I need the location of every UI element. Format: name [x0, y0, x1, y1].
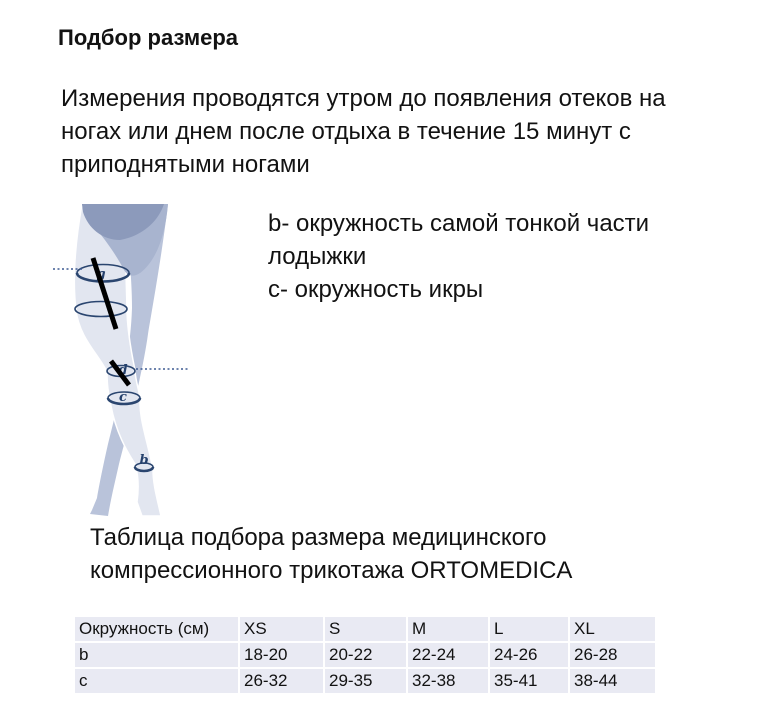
table-cell-b-xs: 18-20 — [240, 643, 323, 667]
size-table — [75, 617, 655, 693]
legs-measurement-illustration — [50, 198, 236, 516]
table-header-l: L — [490, 617, 568, 641]
page-title: Подбор размера — [58, 25, 239, 50]
ring-label-b: b — [139, 453, 149, 468]
measurement-note-b-cont: лодыжки — [268, 243, 367, 270]
table-header-s: S — [325, 617, 406, 641]
measurement-notes — [268, 207, 649, 306]
table-cell-c-xs: 26-32 — [240, 669, 323, 693]
table-row-label-b: b — [75, 643, 238, 667]
table-cell-c-m: 32-38 — [408, 669, 488, 693]
table-header-xl: XL — [570, 617, 655, 641]
table-caption — [90, 521, 572, 587]
ring-label-c: c — [119, 390, 127, 405]
intro-line: Измерения проводятся утром до появления отеков на — [61, 85, 666, 112]
table-cell-c-l: 35-41 — [490, 669, 568, 693]
table-row-label-c: c — [75, 669, 238, 693]
table-cell-c-xl: 38-44 — [570, 669, 655, 693]
table-header-m: M — [408, 617, 488, 641]
intro-paragraph — [61, 82, 666, 181]
intro-line: приподнятыми ногами — [61, 151, 310, 178]
measurement-note-b: b- окружность самой тонкой части — [268, 210, 650, 237]
table-caption-line: компрессионного трикотажа ORTOMEDICA — [90, 557, 573, 584]
table-cell-b-l: 24-26 — [490, 643, 568, 667]
table-cell-b-m: 22-24 — [408, 643, 488, 667]
table-caption-line: Таблица подбора размера медицинского — [90, 524, 547, 551]
measurement-note-c: c- окружность икры — [268, 276, 484, 303]
intro-line: ногах или днем после отдыха в течение 15 минут с — [61, 118, 631, 145]
ring-label-g: g — [96, 267, 106, 282]
table-header-circumference: Окружность (см) — [75, 617, 238, 641]
table-cell-b-s: 20-22 — [325, 643, 406, 667]
table-header-xs: XS — [240, 617, 323, 641]
ring-label-d: d — [118, 363, 128, 378]
table-cell-c-s: 29-35 — [325, 669, 406, 693]
table-cell-b-xl: 26-28 — [570, 643, 655, 667]
